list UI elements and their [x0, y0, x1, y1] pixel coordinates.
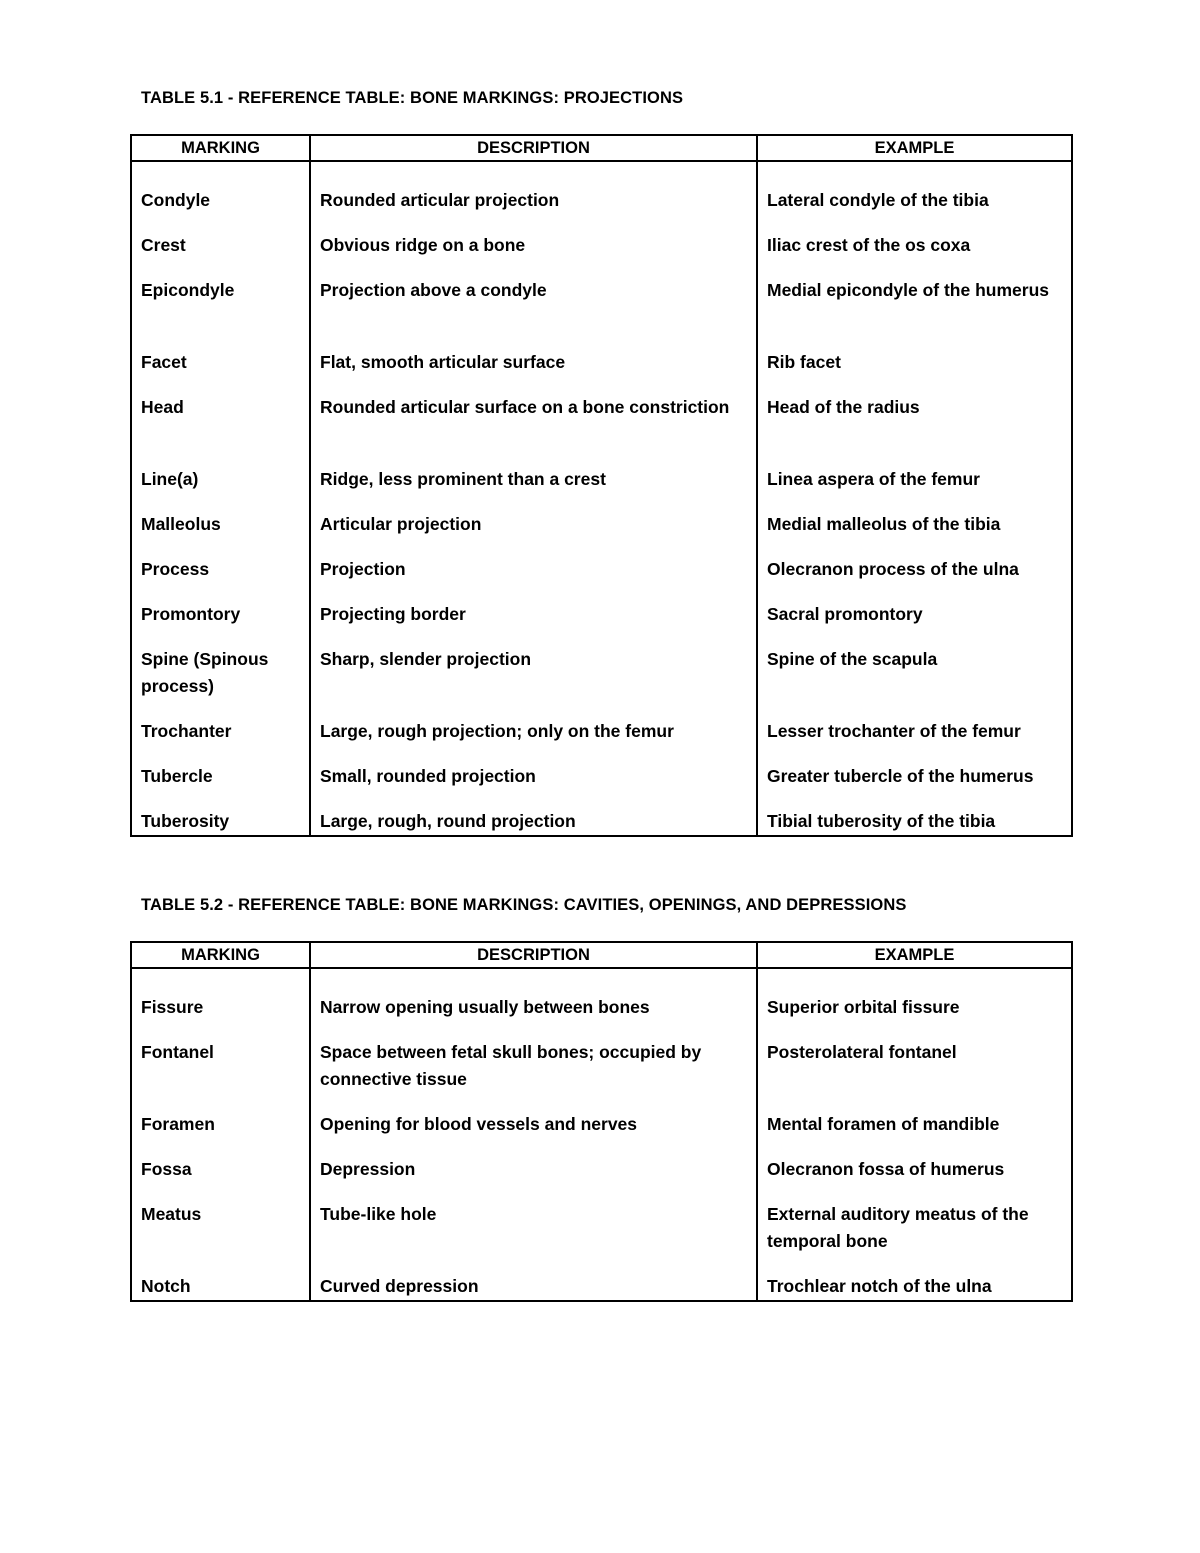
example-cell: Rib facet [757, 349, 1072, 394]
example-cell: Superior orbital fissure [757, 994, 1072, 1039]
description-cell: Rounded articular surface on a bone constriction [310, 394, 757, 466]
header-marking: MARKING [131, 135, 310, 161]
description-cell: Flat, smooth articular surface [310, 349, 757, 394]
example-cell: Trochlear notch of the ulna [757, 1273, 1072, 1301]
table-row [131, 1039, 1072, 1111]
spacer-row [131, 161, 1072, 187]
marking-cell: Head [131, 394, 310, 466]
description-cell: Sharp, slender projection [310, 646, 757, 718]
table-row [131, 718, 1072, 763]
marking-cell: Epicondyle [131, 277, 310, 349]
table-5-1-title: TABLE 5.1 - REFERENCE TABLE: BONE MARKINGS: PROJECTIONS [141, 89, 684, 107]
description-cell: Depression [310, 1156, 757, 1201]
marking-cell: Meatus [131, 1201, 310, 1273]
description-cell: Projection [310, 556, 757, 601]
table-row [131, 994, 1072, 1039]
example-cell: Medial epicondyle of the humerus [757, 277, 1072, 349]
description-cell: Ridge, less prominent than a crest [310, 466, 757, 511]
table-row [131, 1201, 1072, 1273]
cavities-openings-depressions-table [130, 941, 1073, 1302]
marking-cell: Fissure [131, 994, 310, 1039]
marking-cell: Tuberosity [131, 808, 310, 836]
header-marking: MARKING [131, 942, 310, 968]
table-row [131, 1111, 1072, 1156]
table-row [131, 601, 1072, 646]
description-cell: Narrow opening usually between bones [310, 994, 757, 1039]
description-cell: Curved depression [310, 1273, 757, 1301]
table-row [131, 349, 1072, 394]
description-cell: Rounded articular projection [310, 187, 757, 232]
example-cell: Mental foramen of mandible [757, 1111, 1072, 1156]
marking-cell: Notch [131, 1273, 310, 1301]
marking-cell: Facet [131, 349, 310, 394]
table-row [131, 466, 1072, 511]
spacer-row [131, 968, 1072, 994]
marking-cell: Trochanter [131, 718, 310, 763]
marking-cell: Process [131, 556, 310, 601]
marking-cell: Condyle [131, 187, 310, 232]
description-cell: Obvious ridge on a bone [310, 232, 757, 277]
header-row [131, 135, 1072, 161]
description-cell: Large, rough, round projection [310, 808, 757, 836]
example-cell: Olecranon fossa of humerus [757, 1156, 1072, 1201]
table-5-2-title: TABLE 5.2 - REFERENCE TABLE: BONE MARKINGS: CAVITIES, OPENINGS, AND DEPRESSIONS [141, 896, 907, 914]
description-cell: Articular projection [310, 511, 757, 556]
header-description: DESCRIPTION [310, 942, 757, 968]
example-cell: Lesser trochanter of the femur [757, 718, 1072, 763]
marking-cell: Fossa [131, 1156, 310, 1201]
example-cell: Medial malleolus of the tibia [757, 511, 1072, 556]
example-cell: Olecranon process of the ulna [757, 556, 1072, 601]
example-cell: Sacral promontory [757, 601, 1072, 646]
table-row [131, 394, 1072, 466]
table-row [131, 1156, 1072, 1201]
header-example: EXAMPLE [757, 135, 1072, 161]
table-row [131, 763, 1072, 808]
marking-cell: Crest [131, 232, 310, 277]
description-cell: Projection above a condyle [310, 277, 757, 349]
projections-table [130, 134, 1073, 837]
table-row [131, 1273, 1072, 1301]
example-cell: Spine of the scapula [757, 646, 1072, 718]
table-row [131, 646, 1072, 718]
table-row [131, 277, 1072, 349]
header-description: DESCRIPTION [310, 135, 757, 161]
marking-cell: Foramen [131, 1111, 310, 1156]
description-cell: Space between fetal skull bones; occupied by connective tissue [310, 1039, 757, 1111]
table-row [131, 556, 1072, 601]
example-cell: Tibial tuberosity of the tibia [757, 808, 1072, 836]
marking-cell: Spine (Spinous process) [131, 646, 310, 718]
table-row [131, 232, 1072, 277]
description-cell: Small, rounded projection [310, 763, 757, 808]
example-cell: External auditory meatus of the temporal bone [757, 1201, 1072, 1273]
example-cell: Posterolateral fontanel [757, 1039, 1072, 1111]
marking-cell: Tubercle [131, 763, 310, 808]
marking-cell: Malleolus [131, 511, 310, 556]
example-cell: Linea aspera of the femur [757, 466, 1072, 511]
example-cell: Greater tubercle of the humerus [757, 763, 1072, 808]
table-row [131, 511, 1072, 556]
description-cell: Opening for blood vessels and nerves [310, 1111, 757, 1156]
table-row [131, 187, 1072, 232]
header-example: EXAMPLE [757, 942, 1072, 968]
marking-cell: Fontanel [131, 1039, 310, 1111]
marking-cell: Line(a) [131, 466, 310, 511]
header-row [131, 942, 1072, 968]
description-cell: Large, rough projection; only on the femur [310, 718, 757, 763]
table-row [131, 808, 1072, 836]
marking-cell: Promontory [131, 601, 310, 646]
example-cell: Iliac crest of the os coxa [757, 232, 1072, 277]
example-cell: Head of the radius [757, 394, 1072, 466]
description-cell: Tube-like hole [310, 1201, 757, 1273]
example-cell: Lateral condyle of the tibia [757, 187, 1072, 232]
description-cell: Projecting border [310, 601, 757, 646]
